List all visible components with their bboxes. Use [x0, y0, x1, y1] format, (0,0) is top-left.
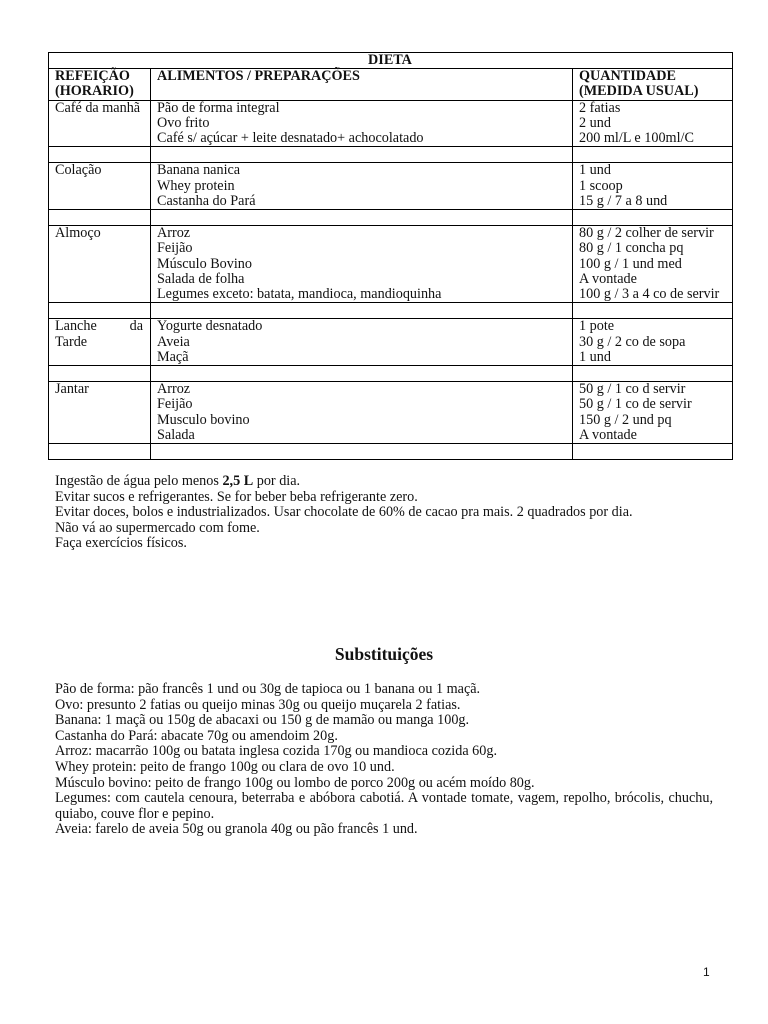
spacer-cell: [573, 366, 733, 382]
quantities-cell: [573, 163, 733, 210]
quantity-item: 1 und: [579, 348, 611, 365]
header-meal: [49, 69, 151, 100]
header-quantity: [573, 69, 733, 100]
meal-name-cell: [49, 319, 151, 366]
spacer-row: [49, 444, 733, 460]
quantity-item: A vontade: [579, 426, 637, 443]
meal-row-jantar: [49, 382, 733, 444]
food-item: Maçã: [157, 348, 189, 365]
spacer-row: [49, 210, 733, 226]
substitution-item: Músculo bovino: peito de frango 100g ou lombo de porco 200g ou acém moído 80g.: [55, 774, 535, 791]
food-item: Arroz: [157, 381, 191, 398]
substitution-item: Castanha do Pará: abacate 70g ou amendoim 20g.: [55, 727, 338, 744]
spacer-cell: [151, 366, 573, 382]
quantity-item: 100 g / 1 und med: [579, 255, 682, 272]
spacer-cell: [573, 303, 733, 319]
substitution-item: Legumes: com cautela cenoura, beterraba e abóbora cabotiá. A vontade tomate, vagem, repolho, brócolis, chuchu, quiabo, couve flor e pepino.: [55, 790, 713, 822]
note-water-before: Ingestão de água pelo menos: [55, 473, 223, 489]
food-item: Salada: [157, 426, 195, 443]
food-item: Castanha do Pará: [157, 192, 256, 209]
spacer-cell: [49, 366, 151, 382]
meal-name: Jantar: [55, 381, 89, 398]
spacer-cell: [573, 147, 733, 163]
header-quantity-line: QUANTIDADE: [579, 68, 676, 85]
meal-row-cafe-da-manha: [49, 100, 733, 147]
foods-cell: [151, 100, 573, 147]
note-water-amount: 2,5 L: [222, 473, 254, 489]
foods-cell: [151, 163, 573, 210]
header-meal-line: (HORARIO): [55, 83, 134, 100]
note-line: Evitar sucos e refrigerantes. Se for beber beba refrigerante zero.: [55, 488, 418, 505]
food-item: Salada de folha: [157, 270, 245, 287]
page-number: 1: [703, 965, 710, 979]
meal-row-lanche-da-tarde: [49, 319, 733, 366]
meal-name-cell: [49, 382, 151, 444]
foods-cell: [151, 319, 573, 366]
quantity-item: 30 g / 2 co de sopa: [579, 333, 686, 350]
header-foods: [151, 69, 573, 100]
quantity-item: 200 ml/L e 100ml/C: [579, 130, 694, 147]
quantity-item: A vontade: [579, 270, 637, 287]
diet-table: [48, 52, 733, 460]
spacer-cell: [573, 210, 733, 226]
note-line: Evitar doces, bolos e industrializados. Usar chocolate de 60% de cacao pra mais. 2 quadrados por dia.: [55, 504, 633, 520]
meal-row-almoco: [49, 226, 733, 303]
foods-cell: [151, 226, 573, 303]
note-water: [55, 474, 735, 490]
substitution-item: Pão de forma: pão francês 1 und ou 30g de tapioca ou 1 banana ou 1 maçã.: [55, 681, 481, 697]
quantity-item: 2 und: [579, 114, 611, 131]
spacer-row: [49, 366, 733, 382]
note-line: Não vá ao supermercado com fome.: [55, 519, 260, 536]
food-item: Café s/ açúcar + leite desnatado+ achocolatado: [157, 130, 424, 147]
quantity-item: 150 g / 2 und pq: [579, 411, 672, 428]
spacer-cell: [49, 303, 151, 319]
spacer-cell: [573, 444, 733, 460]
spacer-cell: [49, 444, 151, 460]
meal-name-cell: [49, 163, 151, 210]
substitution-item: Ovo: presunto 2 fatias ou queijo minas 30g ou queijo muçarela 2 fatias.: [55, 696, 461, 713]
quantities-cell: [573, 226, 733, 303]
spacer-row: [49, 147, 733, 163]
notes: [55, 474, 735, 552]
header-foods-line: ALIMENTOS / PREPARAÇÕES: [157, 68, 360, 85]
table-title: DIETA: [49, 53, 733, 69]
quantity-item: 1 scoop: [579, 177, 623, 194]
meal-name: Almoço: [55, 225, 101, 242]
spacer-cell: [49, 147, 151, 163]
meal-name: Colação: [55, 162, 102, 179]
food-item: Pão de forma integral: [157, 99, 280, 116]
spacer-cell: [151, 303, 573, 319]
meal-name: Café da manhã: [55, 99, 141, 116]
substitution-item: Arroz: macarrão 100g ou batata inglesa cozida 170g ou mandioca cozida 60g.: [55, 743, 498, 760]
meal-row-colacao: [49, 163, 733, 210]
foods-cell: [151, 382, 573, 444]
quantity-item: 80 g / 2 colher de servir: [579, 225, 714, 242]
note-water-after: por dia.: [253, 473, 301, 489]
meal-name: Lanche da: [55, 318, 143, 335]
spacer-row: [49, 303, 733, 319]
quantity-item: 1 und: [579, 162, 611, 179]
food-item: Legumes exceto: batata, mandioca, mandioquinha: [157, 286, 442, 303]
food-item: Aveia: [157, 333, 190, 350]
food-item: Musculo bovino: [157, 411, 250, 428]
quantity-item: 80 g / 1 concha pq: [579, 240, 684, 257]
food-item: Yogurte desnatado: [157, 318, 263, 335]
header-quantity-line: (MEDIDA USUAL): [579, 83, 699, 100]
spacer-cell: [151, 210, 573, 226]
quantity-item: 50 g / 1 co de servir: [579, 396, 692, 413]
meal-name-cell: [49, 100, 151, 147]
spacer-cell: [49, 210, 151, 226]
quantity-item: 15 g / 7 a 8 und: [579, 192, 668, 209]
food-item: Banana nanica: [157, 162, 241, 179]
substitution-item: Whey protein: peito de frango 100g ou clara de ovo 10 und.: [55, 758, 395, 775]
food-item: Ovo frito: [157, 114, 210, 131]
spacer-cell: [151, 147, 573, 163]
quantities-cell: [573, 382, 733, 444]
quantity-item: 100 g / 3 a 4 co de servir: [579, 286, 720, 303]
food-item: Arroz: [157, 225, 191, 242]
quantity-item: 50 g / 1 co d servir: [579, 381, 686, 398]
meal-name: Tarde: [55, 333, 88, 350]
substitution-item: Banana: 1 maçã ou 150g de abacaxi ou 150 g de mamão ou manga 100g.: [55, 712, 470, 729]
food-item: Feijão: [157, 240, 193, 257]
header-meal-line: REFEIÇÃO: [55, 68, 130, 85]
food-item: Feijão: [157, 396, 193, 413]
quantities-cell: [573, 100, 733, 147]
meal-name-cell: [49, 226, 151, 303]
spacer-cell: [151, 444, 573, 460]
table-header-row: [49, 69, 733, 100]
table-title-row: [49, 53, 733, 69]
substitutions-title: Substituições: [334, 644, 434, 664]
quantity-item: 2 fatias: [579, 99, 621, 116]
substitution-item: Aveia: farelo de aveia 50g ou granola 40g ou pão francês 1 und.: [55, 821, 418, 838]
food-item: Músculo Bovino: [157, 255, 252, 272]
note-line: Faça exercícios físicos.: [55, 535, 187, 551]
substitutions-list: [55, 682, 713, 838]
food-item: Whey protein: [157, 177, 235, 194]
quantity-item: 1 pote: [579, 318, 615, 335]
quantities-cell: [573, 319, 733, 366]
